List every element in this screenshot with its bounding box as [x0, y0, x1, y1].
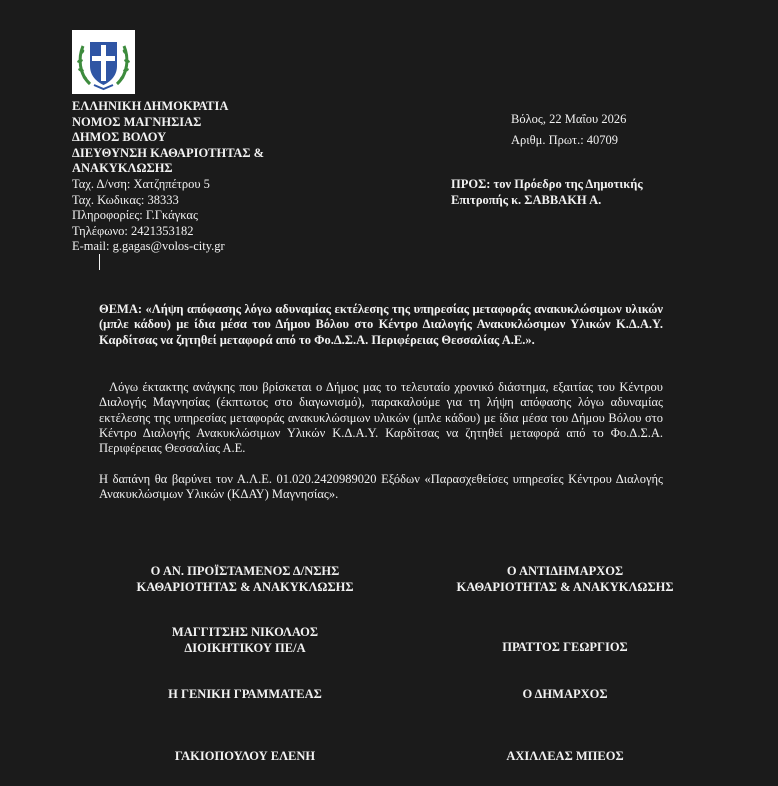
recipient-line: ΠΡΟΣ: τον Πρόεδρο της Δημοτικής [451, 177, 643, 191]
mayor-name: ΑΧΙΛΛΕΑΣ ΜΠΕΟΣ [506, 749, 624, 763]
contact-postal-code: Ταχ. Κωδικας: 38333 [72, 192, 179, 207]
recipient-block [451, 176, 643, 208]
signature-left-title [100, 563, 390, 595]
contact-info: Πληροφορίες: Γ.Γκάγκας [72, 208, 198, 222]
signature-title-line: Ο ΑΝ. ΠΡΟΪΣΤΑΜΕΝΟΣ Δ/ΝΣΗΣ [150, 564, 340, 578]
subject-paragraph: ΘΕΜΑ: «Λήψη απόφασης λόγω αδυναμίας εκτέλεσης της υπηρεσίας μεταφοράς ανακυκλώσιμων υλικών (μπλε κάδου) με ίδια μέσα του Δήμου Βόλου στο Κέντρο Διαλογής Ανακυκλώσιμων Υλικών Κ.Δ.Α.Υ. Καρδίτσας να ζητηθεί μεταφορά από το Φο.Δ.Σ.Α. Περιφέρειας Θεσσαλίας Α.Ε.». [99, 302, 663, 347]
contact-address: Ταχ. Δ/νση: Χατζηπέτρου 5 [72, 177, 210, 191]
document-date: Βόλος, 22 Μαΐου 2026 [511, 112, 627, 126]
mayor-title: Ο ΔΗΜΑΡΧΟΣ [522, 687, 608, 701]
header-line: ΕΛΛΗΝΙΚΗ ΔΗΜΟΚΡΑΤΙΑ [72, 99, 229, 113]
secretary-general-name: ΓΑΚΙΟΠΟΥΛΟΥ ΕΛΕΝΗ [174, 749, 316, 763]
signature-left-name [100, 624, 390, 656]
signatory-name: ΜΑΓΓΙΤΣΗΣ ΝΙΚΟΛΑΟΣ [171, 625, 319, 639]
contact-phone: Τηλέφωνο: 2421353182 [72, 223, 194, 238]
authority-header [72, 99, 264, 177]
secretary-general-title: Η ΓΕΝΙΚΗ ΓΡΑΜΜΑΤΕΑΣ [168, 687, 322, 701]
protocol-number: Αριθμ. Πρωτ.: 40709 [511, 133, 619, 147]
signatory-rank: ΔΙΟΙΚΗΤΙΚΟΥ ΠΕ/Α [184, 641, 306, 655]
contact-details [72, 177, 225, 255]
header-line: ΔΙΕΥΘΥΝΣΗ ΚΑΘΑΡΙΟΤΗΤΑΣ & [72, 145, 265, 160]
greek-state-emblem-icon [72, 30, 135, 94]
text-cursor [99, 254, 100, 270]
document-meta [511, 109, 626, 151]
signature-title-line: ΚΑΘΑΡΙΟΤΗΤΑΣ & ΑΝΑΚΥΚΛΩΣΗΣ [456, 580, 674, 594]
header-line: ΝΟΜΟΣ ΜΑΓΝΗΣΙΑΣ [72, 114, 202, 129]
body-paragraph: Λόγω έκτακτης ανάγκης που βρίσκεται ο Δήμος μας το τελευταίο χρονικό διάστημα, εξαιτίας του Κέντρου Διαλογής Μαγνησίας (έκπτωτος στο διαγωνισμό), παρακαλούμε για τη λήψη απόφασης λόγω αδυναμίας εκτέλεσης της υπηρεσίας μεταφοράς ανακυκλώσιμων υλικών (μπλε κάδου) με ίδια μέσα του Δήμου Βόλου στο Κέντρο Διαλογής Ανακυκλώσιμων Υλικών Κ.Δ.Α.Υ. Καρδίτσας να ζητηθεί μεταφορά από το Φο.Δ.Σ.Α. Περιφέρειας Θεσσαλίας Α.Ε. [99, 380, 663, 456]
contact-email: E-mail: g.gagas@volos-city.gr [72, 239, 225, 253]
signature-right-name: ΠΡΑΤΤΟΣ ΓΕΩΡΓΙΟΣ [502, 640, 628, 654]
body-paragraph: Η δαπάνη θα βαρύνει τον Α.Λ.Ε. 01.020.2420989020 Εξόδων «Παρασχεθείσες υπηρεσίες Κέντρου Διαλογής Ανακυκλώσιμων Υλικών (ΚΔΑΥ) Μαγνησίας». [99, 472, 663, 502]
signature-title-line: ΚΑΘΑΡΙΟΤΗΤΑΣ & ΑΝΑΚΥΚΛΩΣΗΣ [136, 580, 354, 594]
header-line: ΔΗΜΟΣ ΒΟΛΟΥ [72, 130, 167, 144]
header-line: ΑΝΑΚΥΚΛΩΣΗΣ [72, 161, 173, 175]
recipient-line: Επιτροπής κ. ΣΑΒΒΑΚΗ Α. [451, 193, 602, 207]
signature-right-title [420, 563, 710, 595]
signature-title-line: Ο ΑΝΤΙΔΗΜΑΡΧΟΣ [506, 564, 624, 578]
